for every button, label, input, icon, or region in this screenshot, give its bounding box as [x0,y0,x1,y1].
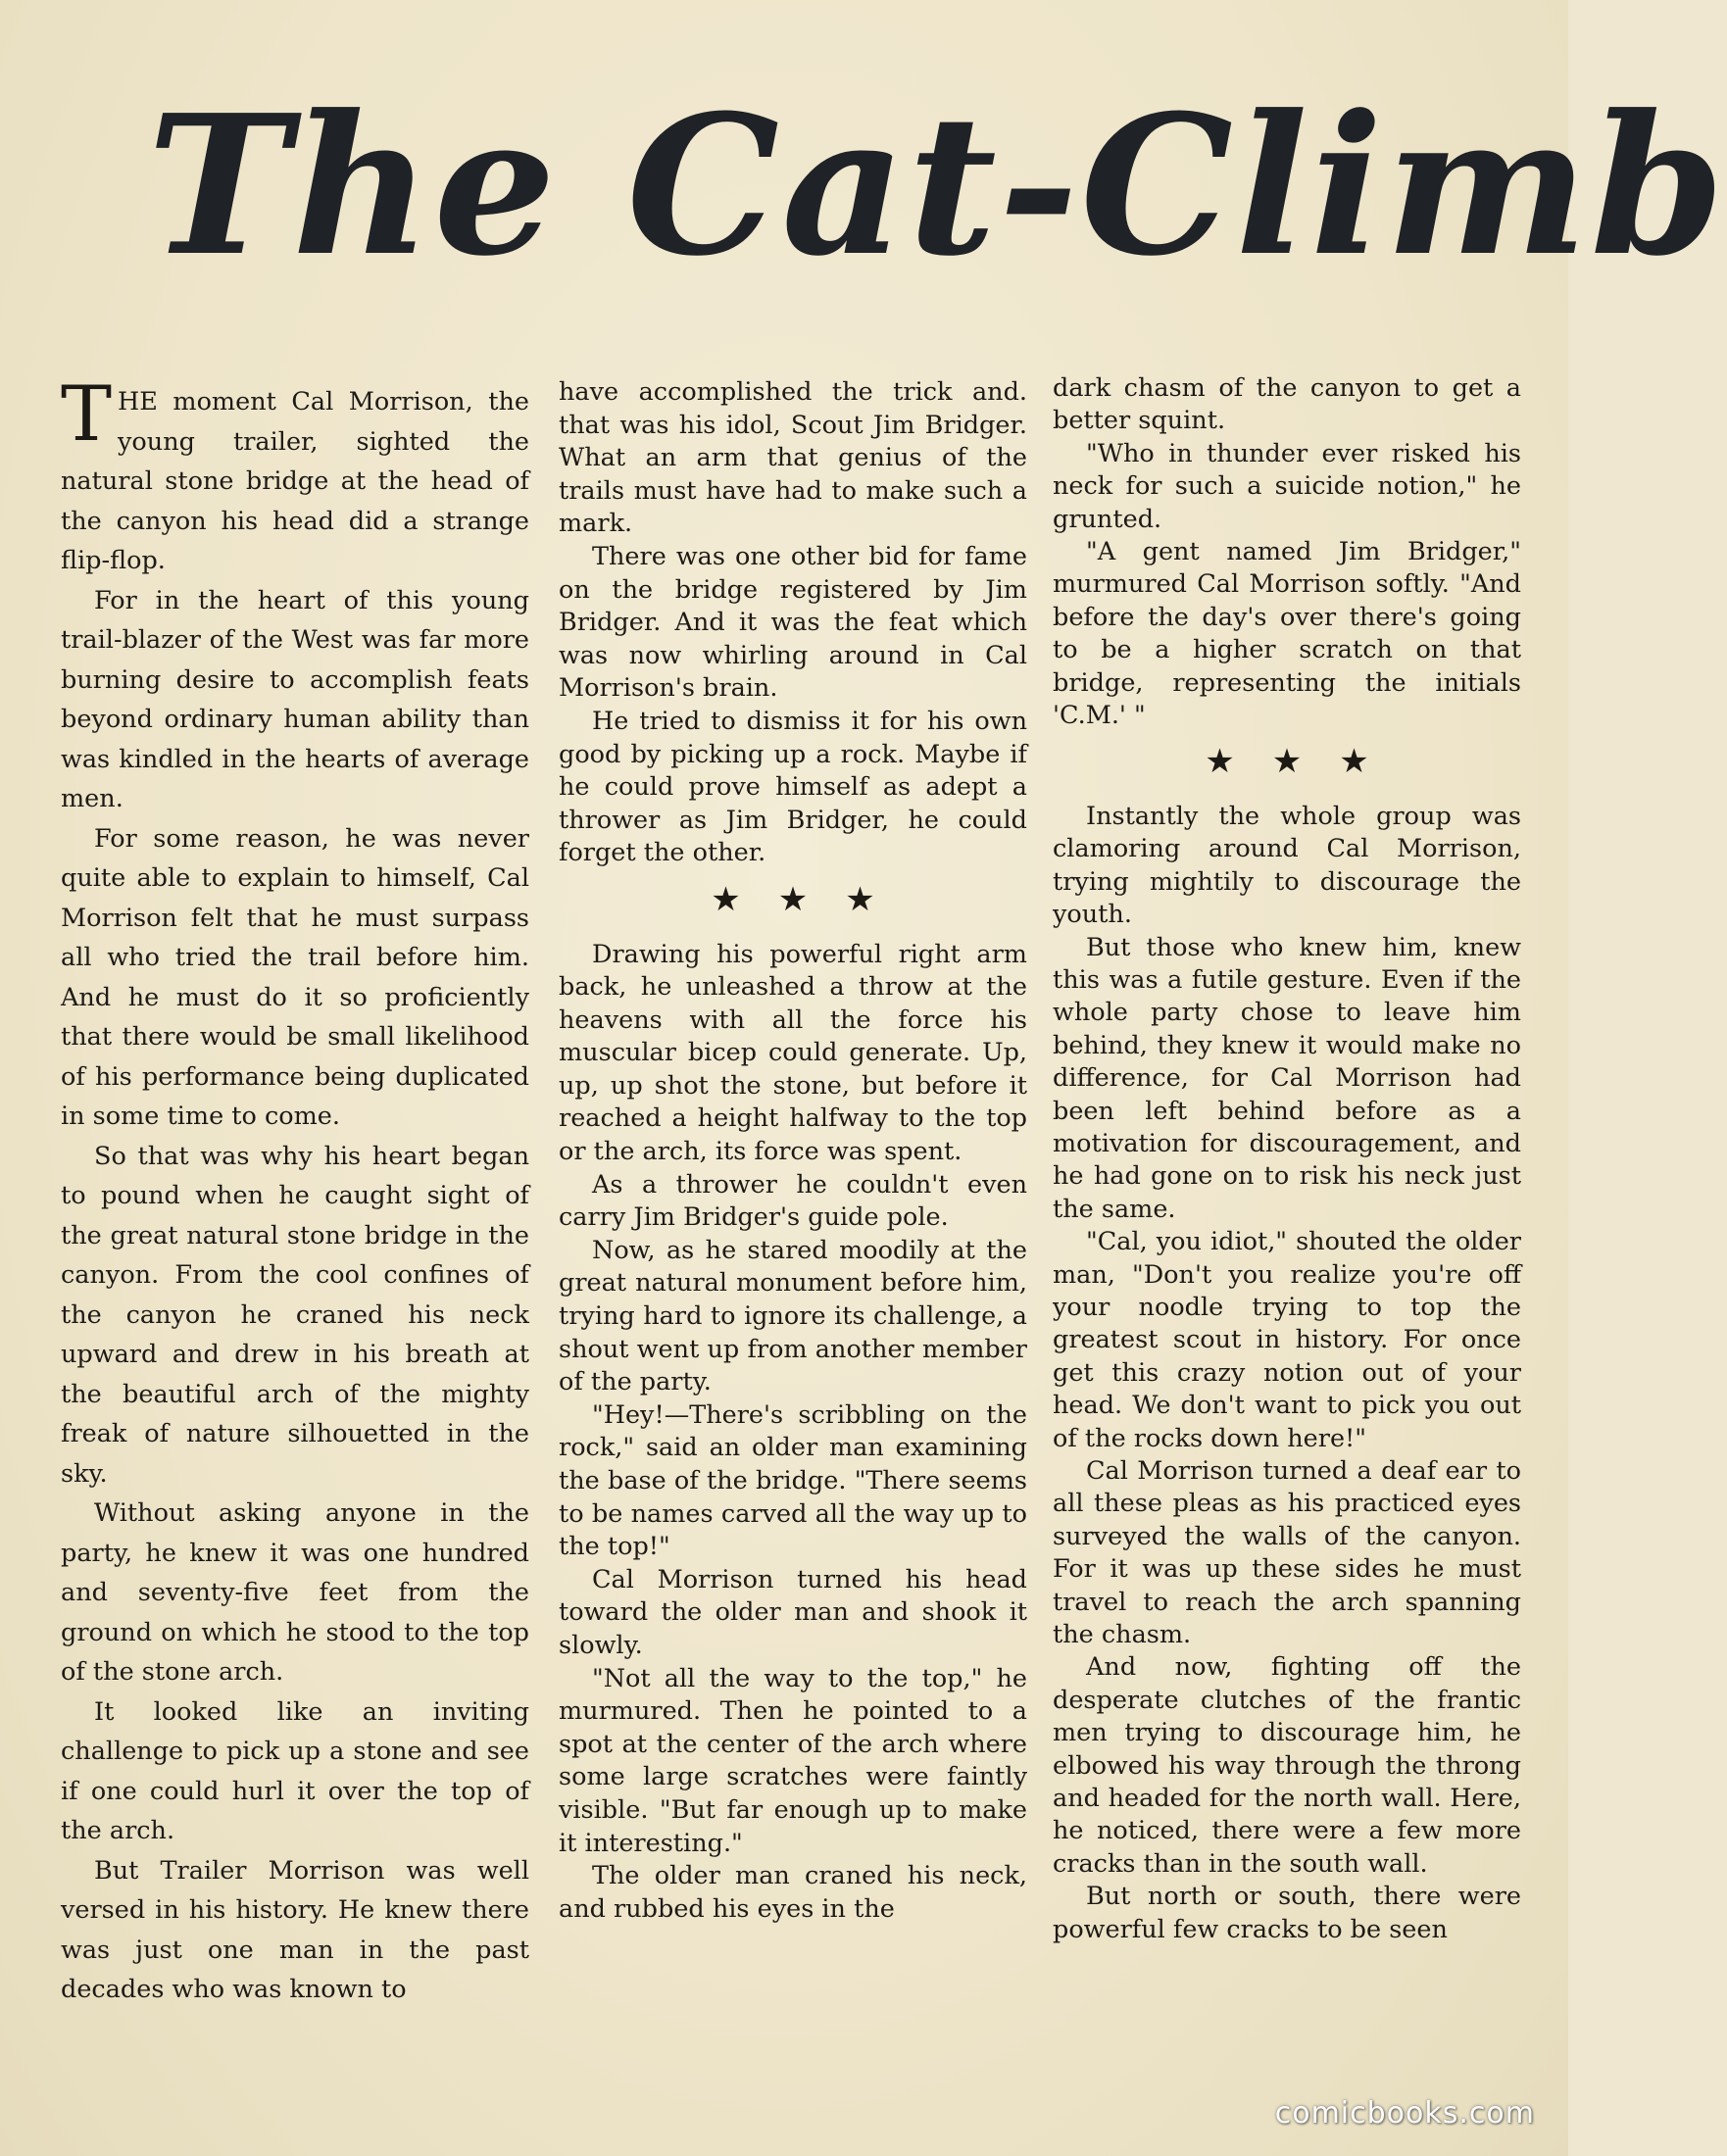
text-column-2 [559,376,1027,1926]
paragraph: Drawing his powerful right arm back, he unleashed a throw at the heavens with all the force his muscular bicep could generate. Up, up, up shot the stone, but before it reached a height halfway to the top or the arch, its force was spent. [559,939,1027,1167]
section-break-stars: ★★★ [1205,742,1406,782]
paragraph: Instantly the whole group was clamoring around Cal Morrison, trying mightily to discourage the youth. [1053,801,1521,930]
paragraph: For some reason, he was never quite able to explain to himself, Cal Morrison felt that he must surpass all who tried the trail before him. And he must do it so proficiently that there would be small likelihood of his performance being duplicated in some time to come. [61,823,529,1131]
paragraph: But those who knew him, knew this was a futile gesture. Even if the whole party chose to leave him behind, they knew it would make no difference, for Cal Morrison had been left behind before as a motivation for discouragement, and he had gone on to risk his neck just the same. [1053,932,1521,1224]
paragraph: "Hey!—There's scribbling on the rock," said an older man examining the base of the bridge. "There seems to be names carved all the way up to the top!" [559,1399,1027,1562]
section-break-stars: ★★★ [711,879,913,919]
drop-cap: T [61,370,113,459]
paragraph: But Trailer Morrison was well versed in his history. He knew there was just one man in the past decades who was known to [61,1855,529,2004]
story-body [61,370,1531,2038]
paragraph: "A gent named Jim Bridger," murmured Cal Morrison softly. "And before the day's over there's going to be a higher scratch on that bridge, representing the initials 'C.M.' " [1053,537,1521,731]
paragraph: The older man craned his neck, and rubbed his eyes in the [559,1861,1027,1924]
paragraph: dark chasm of the canyon to get a better squint. [1053,373,1521,436]
paragraph: Without asking anyone in the party, he knew it was one hundred and seventy-five feet from the ground on which he stood to the top of the stone arch. [61,1498,529,1687]
paragraph: There was one other bid for fame on the bridge registered by Jim Bridger. And it was the feat which was now whirling around in Cal Morrison's brain. [559,541,1027,704]
paragraph: So that was why his heart began to pound when he caught sight of the great natural stone bridge in the canyon. From the cool confines of the canyon he craned his neck upward and drew in his breath at the beautiful arch of the mighty freak of nature silhouetted in the sky. [61,1141,529,1489]
paragraph: have accomplished the trick and. that was his idol, Scout Jim Bridger. What an arm that genius of the trails must have had to make such a mark. [559,377,1027,539]
paragraph: "Cal, you idiot," shouted the older man, "Don't you realize you're off your noodle trying to top the greatest scout in history. For once get this crazy notion out of your head. We don't want to pick you out of the rocks down here!" [1053,1227,1521,1453]
paragraph: For in the heart of this young trail-blazer of the West was far more burning desire to accomplish feats beyond ordinary human ability than was kindled in the hearts of average men. [61,585,529,813]
paragraph: "Not all the way to the top," he murmured. Then he pointed to a spot at the center of the arch where some large scratches were faintly visible. "But far enough up to make it interesting." [559,1663,1027,1858]
watermark: comicbooks.com [1274,2096,1535,2131]
paragraph: But north or south, there were powerful few cracks to be seen [1053,1882,1521,1944]
story-title: The Cat-Climb [147,74,1727,299]
text-column-3 [1053,372,1521,1946]
paragraph: Cal Morrison turned a deaf ear to all these pleas as his practiced eyes surveyed the walls of the canyon. For it was up these sides he must travel to reach the arch spanning the chasm. [1053,1456,1521,1650]
paragraph: As a thrower he couldn't even carry Jim Bridger's guide pole. [559,1169,1027,1233]
paragraph: THE moment Cal Morrison, the young trailer, sighted the natural stone bridge at the head of the canyon his head did a strange flip-flop. [61,370,529,575]
text-column-1 [61,370,529,2010]
paragraph: It looked like an inviting challenge to pick up a stone and see if one could hurl it over the top of the arch. [61,1696,529,1845]
paragraph: And now, fighting off the desperate clutches of the frantic men trying to discourage him, he elbowed his way through the throng and headed for the north wall. Here, he noticed, there were a few more cracks than in the south wall. [1053,1652,1521,1879]
paragraph: "Who in thunder ever risked his neck for such a suicide notion," he grunted. [1053,438,1521,534]
paragraph: Now, as he stared moodily at the great natural monument before him, trying hard to ignore its challenge, a shout went up from another member of the party. [559,1235,1027,1397]
paragraph: He tried to dismiss it for his own good by picking up a rock. Maybe if he could prove himself as adept a thrower as Jim Bridger, he could forget the other. [559,706,1027,868]
paragraph: Cal Morrison turned his head toward the older man and shook it slowly. [559,1564,1027,1660]
